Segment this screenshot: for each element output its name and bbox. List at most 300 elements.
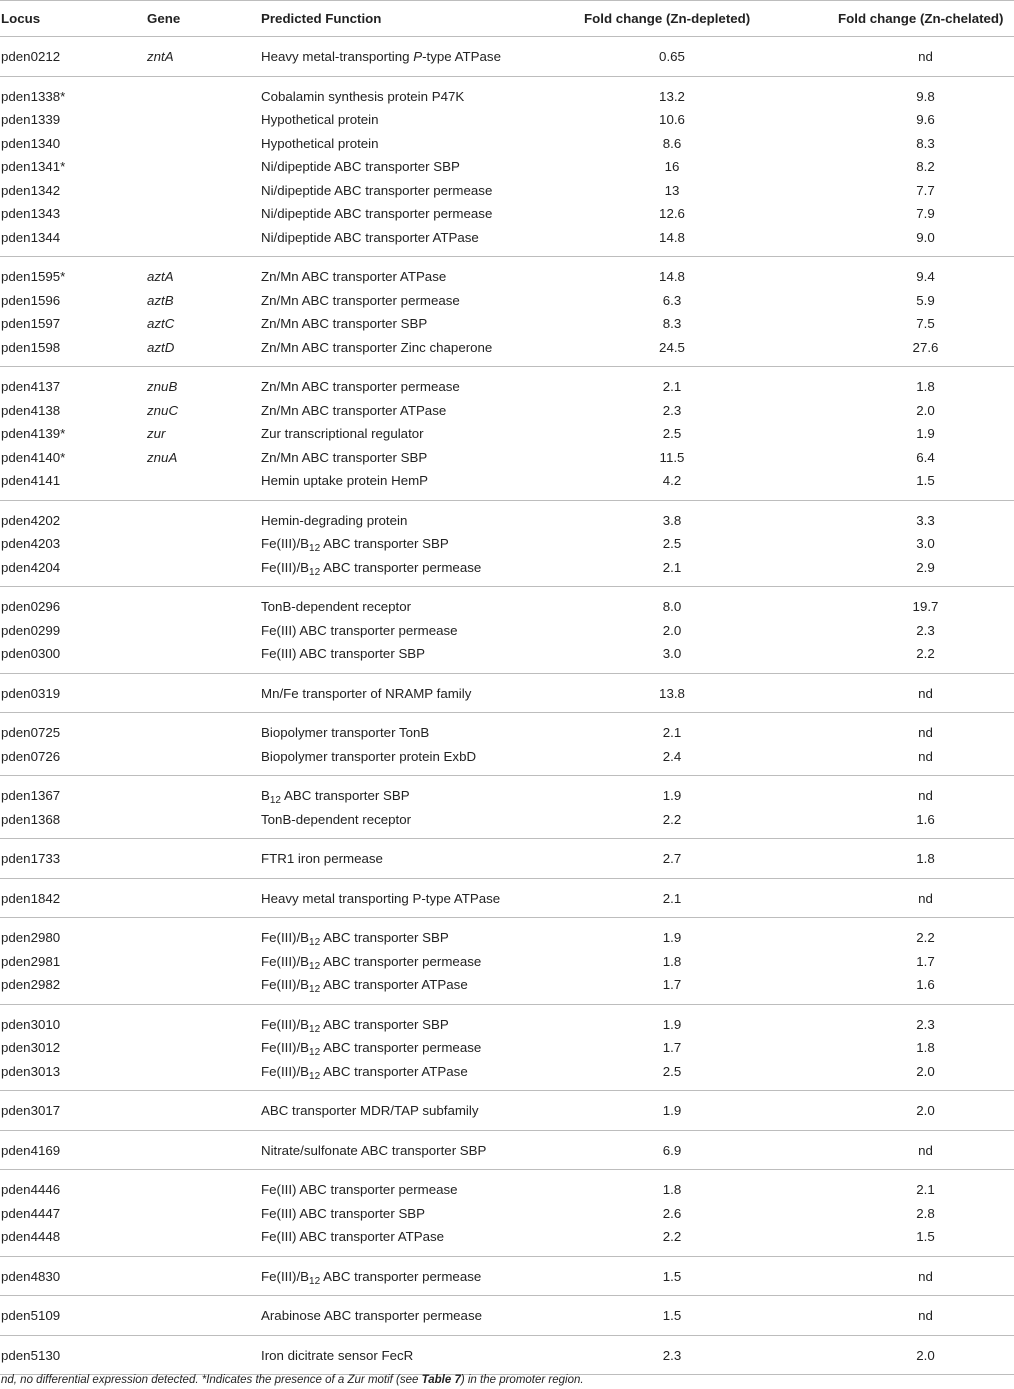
function-pre: Ni/dipeptide ABC transporter permease <box>261 182 493 198</box>
cell-fold-change-chelated: 1.8 <box>916 851 935 866</box>
cell-function <box>261 1225 444 1249</box>
cell-function <box>261 1202 425 1226</box>
table-row <box>0 1013 1014 1037</box>
function-pre: Fe(III)/B <box>261 930 310 945</box>
cell-function <box>261 226 479 250</box>
row-group <box>0 1170 1014 1257</box>
table-row <box>0 179 1014 203</box>
cell-locus: pden1338* <box>1 88 66 104</box>
table-row <box>0 422 1014 446</box>
table-row <box>0 1344 1014 1368</box>
cell-locus: pden4169 <box>1 1142 61 1158</box>
table-row <box>0 446 1014 470</box>
cell-fold-change-depleted: 12.6 <box>659 206 685 221</box>
cell-fold-change-chelated: 8.3 <box>916 135 935 151</box>
cell-fold-change-chelated: 9.8 <box>916 88 935 104</box>
cell-locus: pden4447 <box>1 1205 61 1221</box>
cell-fold-change-depleted: 1.9 <box>662 788 682 803</box>
cell-fold-change-depleted: 3.8 <box>662 512 682 528</box>
header-gene: Gene <box>147 11 181 26</box>
cell-fold-change-chelated: 1.5 <box>916 1229 935 1244</box>
cell-function <box>261 336 492 360</box>
function-pre: Ni/dipeptide ABC transporter permease <box>261 206 493 221</box>
function-sub: 12 <box>309 566 321 578</box>
table-row <box>0 45 1014 69</box>
cell-function <box>261 1060 468 1084</box>
table-row <box>0 289 1014 313</box>
cell-fold-change-chelated: 9.4 <box>916 269 935 284</box>
footnote-table-ref: Table 7 <box>421 1374 461 1386</box>
function-post: ABC transporter SBP <box>281 788 410 803</box>
table-row <box>0 1202 1014 1226</box>
cell-function <box>261 1344 413 1368</box>
cell-fold-change-depleted: 24.5 <box>659 339 685 355</box>
row-group <box>0 37 1014 77</box>
cell-locus: pden4204 <box>1 559 61 575</box>
cell-fold-change-chelated: 9.0 <box>916 229 935 245</box>
table-row <box>0 108 1014 132</box>
cell-fold-change-chelated: 2.0 <box>916 1063 935 1079</box>
cell-fold-change-depleted: 2.1 <box>662 379 682 394</box>
row-group <box>0 674 1014 714</box>
cell-fold-change-depleted: 4.2 <box>662 473 682 488</box>
table-row <box>0 202 1014 226</box>
cell-locus: pden5130 <box>1 1347 61 1363</box>
cell-fold-change-depleted: 1.9 <box>662 1103 682 1118</box>
cell-locus: pden1842 <box>1 890 61 906</box>
cell-gene: znuA <box>147 449 178 465</box>
cell-fold-change-chelated: 9.6 <box>916 112 935 127</box>
function-sub: 12 <box>309 937 321 948</box>
row-group <box>0 1131 1014 1171</box>
function-pre: Zn/Mn ABC transporter SBP <box>261 316 428 331</box>
cell-function <box>261 950 481 974</box>
function-ital: P <box>413 49 423 64</box>
cell-fold-change-depleted: 1.7 <box>662 1040 682 1055</box>
cell-fold-change-chelated: nd <box>918 1142 933 1158</box>
function-pre: Mn/Fe transporter of NRAMP family <box>261 685 472 701</box>
table-row <box>0 399 1014 423</box>
cell-fold-change-depleted: 2.5 <box>662 426 682 441</box>
cell-function <box>261 532 449 556</box>
cell-function <box>261 399 446 423</box>
cell-fold-change-depleted: 1.9 <box>662 930 682 945</box>
cell-function <box>261 179 492 203</box>
cell-locus: pden2981 <box>1 953 61 969</box>
cell-function <box>261 745 476 769</box>
cell-fold-change-depleted: 11.5 <box>659 449 685 465</box>
cell-fold-change-depleted: 13.8 <box>659 685 685 701</box>
cell-fold-change-depleted: 8.3 <box>662 316 682 331</box>
cell-fold-change-depleted: 1.7 <box>662 977 682 992</box>
cell-locus: pden4140* <box>1 449 66 465</box>
cell-locus: pden0726 <box>1 748 61 764</box>
row-group <box>0 257 1014 367</box>
cell-function <box>261 265 446 289</box>
table-footnote <box>1 1374 584 1386</box>
row-group <box>0 367 1014 501</box>
cell-function <box>261 619 458 643</box>
header-function: Predicted Function <box>261 11 382 26</box>
row-group <box>0 776 1014 839</box>
function-pre: Fe(III) ABC transporter ATPase <box>261 1229 445 1244</box>
cell-function <box>261 1013 449 1037</box>
function-pre: Hemin-degrading protein <box>261 512 408 528</box>
cell-fold-change-chelated: 7.5 <box>916 316 935 331</box>
cell-locus: pden3013 <box>1 1063 61 1079</box>
function-pre: Fe(III)/B <box>261 536 310 551</box>
cell-gene: zur <box>147 426 166 441</box>
cell-function <box>261 509 407 533</box>
cell-fold-change-depleted: 1.8 <box>662 1182 682 1197</box>
cell-function <box>261 1265 481 1289</box>
row-group <box>0 1091 1014 1131</box>
table-row <box>0 375 1014 399</box>
cell-fold-change-chelated: 1.6 <box>916 811 935 827</box>
cell-fold-change-depleted: 10.6 <box>659 112 685 127</box>
row-group <box>0 713 1014 776</box>
table-row <box>0 85 1014 109</box>
function-pre: Fe(III)/B <box>261 953 310 969</box>
table-header <box>0 0 1014 37</box>
cell-fold-change-chelated: 2.0 <box>916 402 935 418</box>
function-post: ABC transporter permease <box>320 559 482 575</box>
row-group <box>0 77 1014 258</box>
cell-locus: pden0300 <box>1 646 61 661</box>
cell-fold-change-chelated: 19.7 <box>912 599 939 614</box>
cell-fold-change-depleted: 2.1 <box>662 725 682 740</box>
cell-function <box>261 1036 481 1060</box>
table-row <box>0 682 1014 706</box>
cell-function <box>261 202 492 226</box>
table-row <box>0 619 1014 643</box>
cell-fold-change-chelated: 1.8 <box>916 1040 935 1055</box>
cell-function <box>261 446 427 470</box>
cell-function <box>261 595 411 619</box>
row-group <box>0 879 1014 919</box>
footnote-text: nd, no differential expression detected. *Indicates the presence of a Zur motif (see <box>1 1374 422 1386</box>
cell-gene: aztB <box>147 292 174 308</box>
table-row <box>0 595 1014 619</box>
cell-fold-change-chelated: nd <box>918 49 933 64</box>
function-pre: Heavy metal transporting P-type ATPase <box>261 890 501 906</box>
function-pre: Hypothetical protein <box>261 112 379 127</box>
cell-function <box>261 1178 458 1202</box>
cell-function <box>261 1304 482 1328</box>
cell-fold-change-depleted: 16 <box>664 159 680 174</box>
function-sub: 12 <box>309 1047 321 1058</box>
row-group <box>0 501 1014 588</box>
cell-fold-change-chelated: 2.0 <box>916 1103 935 1118</box>
cell-fold-change-chelated: nd <box>918 788 933 803</box>
function-post: ABC transporter permease <box>320 953 482 969</box>
cell-gene: aztC <box>147 316 175 331</box>
cell-fold-change-depleted: 2.7 <box>662 851 682 866</box>
header-fold-change-chelated: Fold change (Zn-chelated) <box>838 11 1004 26</box>
cell-function <box>261 682 471 706</box>
function-pre: TonB-dependent receptor <box>261 811 412 827</box>
function-sub: 12 <box>309 960 321 972</box>
table-row <box>0 469 1014 493</box>
cell-locus: pden1342 <box>1 182 61 198</box>
cell-locus: pden1343 <box>1 206 61 221</box>
function-pre: Fe(III)/B <box>261 977 310 992</box>
cell-fold-change-depleted: 8.6 <box>662 135 682 151</box>
cell-fold-change-chelated: 2.1 <box>916 1182 935 1197</box>
cell-function <box>261 808 411 832</box>
cell-fold-change-chelated: 2.2 <box>916 930 935 945</box>
cell-fold-change-depleted: 13.2 <box>659 88 685 104</box>
function-post: ABC transporter SBP <box>320 536 449 551</box>
function-pre: Iron dicitrate sensor FecR <box>261 1347 414 1363</box>
function-pre: Zur transcriptional regulator <box>261 426 424 441</box>
cell-function <box>261 155 460 179</box>
function-pre: Zn/Mn ABC transporter ATPase <box>261 269 447 284</box>
function-pre: Zn/Mn ABC transporter SBP <box>261 449 428 465</box>
function-pre: Biopolymer transporter protein ExbD <box>261 748 477 764</box>
table-row <box>0 784 1014 808</box>
cell-fold-change-chelated: nd <box>918 1268 933 1284</box>
cell-fold-change-chelated: nd <box>918 725 933 740</box>
function-pre: Fe(III)/B <box>261 1016 310 1032</box>
cell-function <box>261 132 379 156</box>
cell-gene: zntA <box>147 49 174 64</box>
row-group <box>0 918 1014 1005</box>
cell-gene: aztD <box>147 339 175 355</box>
function-pre: Nitrate/sulfonate ABC transporter SBP <box>261 1142 487 1158</box>
table-row <box>0 312 1014 336</box>
cell-fold-change-chelated: 2.3 <box>916 622 935 638</box>
cell-locus: pden0299 <box>1 622 61 638</box>
cell-fold-change-depleted: 13 <box>664 182 680 198</box>
row-group <box>0 1336 1014 1376</box>
table-row <box>0 226 1014 250</box>
cell-function <box>261 973 468 997</box>
table-row <box>0 1304 1014 1328</box>
table-row <box>0 1060 1014 1084</box>
cell-fold-change-depleted: 2.2 <box>662 1229 682 1244</box>
table-row <box>0 887 1014 911</box>
cell-locus: pden3012 <box>1 1040 61 1055</box>
cell-fold-change-chelated: 3.0 <box>916 536 935 551</box>
cell-function <box>261 721 429 745</box>
cell-function <box>261 887 500 911</box>
table-row <box>0 847 1014 871</box>
cell-function <box>261 422 424 446</box>
cell-locus: pden1368 <box>1 811 61 827</box>
cell-fold-change-depleted: 2.6 <box>662 1205 682 1221</box>
cell-gene: znuB <box>147 379 178 394</box>
cell-fold-change-depleted: 2.3 <box>662 402 682 418</box>
row-group <box>0 1257 1014 1297</box>
function-sub: 12 <box>269 795 281 806</box>
function-pre: Fe(III) ABC transporter SBP <box>261 1205 426 1221</box>
cell-locus: pden4202 <box>1 512 61 528</box>
cell-locus: pden0296 <box>1 599 61 614</box>
function-pre: TonB-dependent receptor <box>261 599 412 614</box>
cell-fold-change-depleted: 6.3 <box>662 292 682 308</box>
cell-function <box>261 108 379 132</box>
cell-locus: pden0319 <box>1 685 61 701</box>
cell-fold-change-depleted: 6.9 <box>662 1142 682 1158</box>
cell-locus: pden3017 <box>1 1103 61 1118</box>
cell-fold-change-depleted: 0.65 <box>659 49 685 64</box>
cell-function <box>261 469 428 493</box>
row-group <box>0 587 1014 674</box>
cell-fold-change-depleted: 2.5 <box>662 1063 682 1079</box>
function-pre: Fe(III)/B <box>261 1040 310 1055</box>
cell-fold-change-depleted: 1.5 <box>662 1268 682 1284</box>
function-post: ABC transporter permease <box>320 1268 482 1284</box>
cell-locus: pden1598 <box>1 339 61 355</box>
cell-function <box>261 312 427 336</box>
cell-fold-change-depleted: 2.5 <box>662 536 682 551</box>
cell-fold-change-chelated: 1.6 <box>916 977 935 992</box>
table-row <box>0 926 1014 950</box>
function-pre: Fe(III)/B <box>261 1268 310 1284</box>
function-pre: Fe(III) ABC transporter SBP <box>261 646 426 661</box>
cell-locus: pden0725 <box>1 725 61 740</box>
cell-fold-change-depleted: 14.8 <box>659 229 685 245</box>
cell-locus: pden4830 <box>1 1268 61 1284</box>
table-row <box>0 1139 1014 1163</box>
cell-function <box>261 45 501 69</box>
cell-locus: pden4138 <box>1 402 61 418</box>
function-pre: Biopolymer transporter TonB <box>261 725 430 740</box>
cell-fold-change-chelated: nd <box>918 1308 933 1323</box>
cell-locus: pden1339 <box>1 112 61 127</box>
cell-fold-change-chelated: 8.2 <box>916 159 935 174</box>
cell-fold-change-depleted: 1.9 <box>662 1016 682 1032</box>
function-pre: ABC transporter MDR/TAP subfamily <box>261 1103 479 1118</box>
cell-locus: pden0212 <box>1 49 61 64</box>
function-pre: Fe(III)/B <box>261 1063 310 1079</box>
function-post: -type ATPase <box>422 49 501 64</box>
function-pre: Hemin uptake protein HemP <box>261 473 429 488</box>
row-group <box>0 1296 1014 1336</box>
table-row <box>0 532 1014 556</box>
function-sub: 12 <box>309 1070 321 1082</box>
function-sub: 12 <box>309 1023 321 1035</box>
cell-fold-change-chelated: 5.9 <box>916 292 935 308</box>
cell-fold-change-chelated: 2.8 <box>916 1205 935 1221</box>
function-sub: 12 <box>309 1275 321 1287</box>
cell-function <box>261 926 449 950</box>
cell-locus: pden3010 <box>1 1016 61 1032</box>
function-post: ABC transporter permease <box>320 1040 482 1055</box>
cell-fold-change-depleted: 1.8 <box>662 953 682 969</box>
cell-locus: pden1344 <box>1 229 61 245</box>
cell-fold-change-depleted: 3.0 <box>662 646 682 661</box>
cell-fold-change-depleted: 2.3 <box>662 1347 682 1363</box>
cell-fold-change-chelated: 1.8 <box>916 379 935 394</box>
header-locus: Locus <box>1 11 41 26</box>
cell-fold-change-chelated: 1.9 <box>916 426 935 441</box>
cell-function <box>261 642 425 666</box>
table-row <box>0 336 1014 360</box>
table-row <box>0 1099 1014 1123</box>
table-row <box>0 642 1014 666</box>
cell-locus: pden4203 <box>1 536 61 551</box>
function-pre: Zn/Mn ABC transporter Zinc chaperone <box>261 339 493 355</box>
cell-fold-change-chelated: 6.4 <box>916 449 935 465</box>
table-row <box>0 1225 1014 1249</box>
cell-locus: pden2982 <box>1 977 61 992</box>
table-row <box>0 265 1014 289</box>
cell-fold-change-depleted: 2.1 <box>662 559 682 575</box>
function-pre: Zn/Mn ABC transporter ATPase <box>261 402 447 418</box>
cell-fold-change-depleted: 8.0 <box>662 599 682 614</box>
table-row <box>0 950 1014 974</box>
cell-fold-change-chelated: nd <box>918 685 933 701</box>
table-row <box>0 973 1014 997</box>
cell-locus: pden1367 <box>1 788 61 803</box>
function-pre: Cobalamin synthesis protein P47K <box>261 88 465 104</box>
table-row <box>0 1265 1014 1289</box>
function-pre: Ni/dipeptide ABC transporter SBP <box>261 159 460 174</box>
cell-locus: pden4139* <box>1 426 66 441</box>
cell-fold-change-chelated: 2.0 <box>916 1347 935 1363</box>
table-body <box>0 37 1014 1375</box>
function-pre: Heavy metal-transporting <box>261 49 414 64</box>
cell-gene: aztA <box>147 269 174 284</box>
cell-function <box>261 784 410 808</box>
table-row <box>0 1036 1014 1060</box>
table-row <box>0 556 1014 580</box>
cell-fold-change-depleted: 2.4 <box>662 748 682 764</box>
cell-fold-change-chelated: 1.7 <box>916 953 935 969</box>
function-pre: B <box>261 788 270 803</box>
cell-fold-change-chelated: 1.5 <box>916 473 935 488</box>
cell-fold-change-depleted: 14.8 <box>659 269 685 284</box>
cell-function <box>261 375 460 399</box>
function-pre: Zn/Mn ABC transporter permease <box>261 379 460 394</box>
cell-fold-change-depleted: 1.5 <box>662 1308 682 1323</box>
cell-locus: pden1341* <box>1 159 66 174</box>
function-pre: Fe(III)/B <box>261 559 310 575</box>
cell-locus: pden1597 <box>1 316 61 331</box>
table-row <box>0 509 1014 533</box>
function-pre: Arabinose ABC transporter permease <box>261 1308 482 1323</box>
cell-locus: pden4141 <box>1 473 61 488</box>
cell-locus: pden4137 <box>1 379 61 394</box>
cell-function <box>261 556 481 580</box>
row-group <box>0 839 1014 879</box>
cell-fold-change-chelated: 2.3 <box>916 1016 935 1032</box>
table-row <box>0 132 1014 156</box>
header-fold-change-depleted: Fold change (Zn-depleted) <box>584 11 751 26</box>
function-sub: 12 <box>309 984 321 995</box>
cell-function <box>261 289 460 313</box>
cell-locus: pden1733 <box>1 851 61 866</box>
cell-fold-change-depleted: 2.1 <box>662 890 682 906</box>
table-row <box>0 1178 1014 1202</box>
cell-fold-change-chelated: 2.9 <box>916 559 935 575</box>
function-pre: Fe(III) ABC transporter permease <box>261 1182 458 1197</box>
table-row <box>0 721 1014 745</box>
function-post: ABC transporter SBP <box>320 930 449 945</box>
cell-locus: pden4448 <box>1 1229 61 1244</box>
cell-fold-change-chelated: 7.9 <box>916 206 935 221</box>
table-row <box>0 808 1014 832</box>
cell-function <box>261 1139 486 1163</box>
function-sub: 12 <box>309 543 321 554</box>
function-pre: Fe(III) ABC transporter permease <box>261 622 458 638</box>
function-pre: Hypothetical protein <box>261 135 379 151</box>
cell-function <box>261 847 383 871</box>
function-post: ABC transporter ATPase <box>320 977 468 992</box>
cell-locus: pden1596 <box>1 292 61 308</box>
